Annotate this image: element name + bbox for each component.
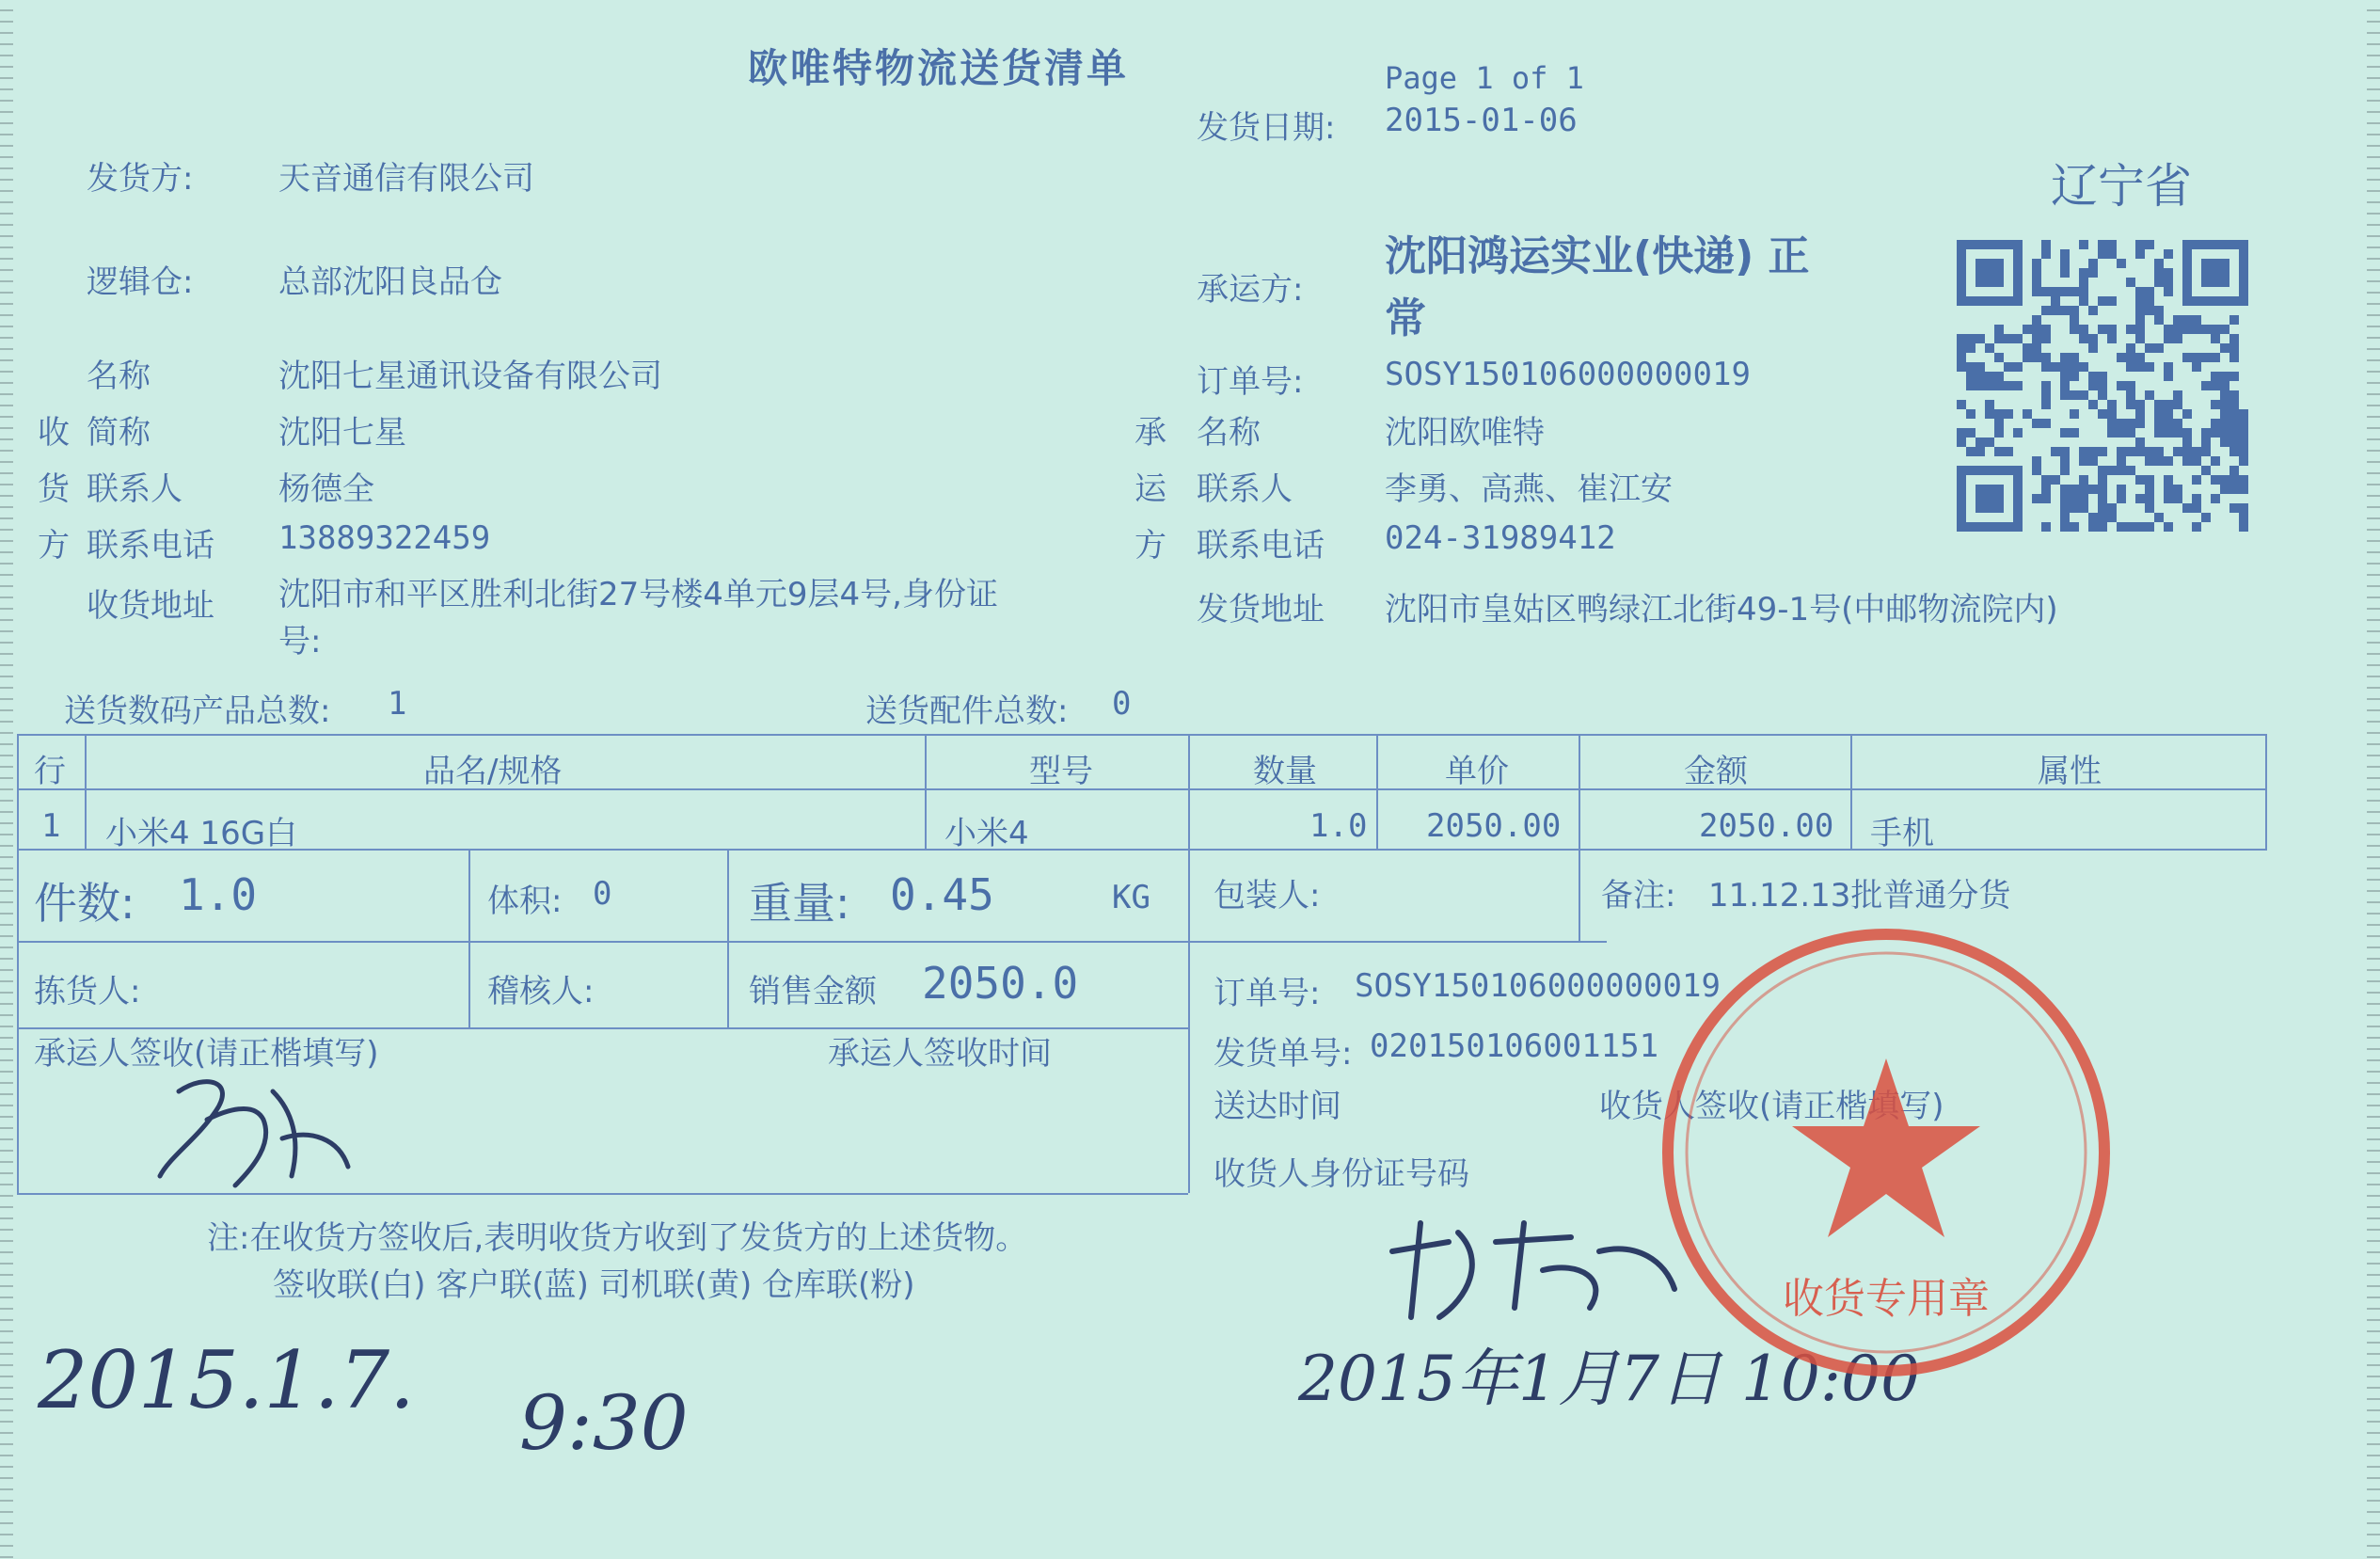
carrier-name-label: 名称: [1197, 414, 1261, 452]
weight-label: 重量:: [749, 878, 850, 929]
col-header-amount: 金额: [1684, 753, 1748, 790]
perforation-left: [0, 0, 13, 1559]
handwritten-time-left: 9:30: [519, 1379, 689, 1467]
row-cell-amount: 2050.00: [1699, 807, 1834, 845]
summary-col-a: [468, 849, 470, 1027]
carrier-contact-label: 联系人: [1197, 470, 1293, 508]
warehouse-label: 逻辑仓:: [87, 263, 194, 301]
qr-code-icon: [1957, 240, 2248, 532]
parts-total-label: 送货配件总数:: [865, 692, 1069, 730]
row-cell-attribute: 手机: [1870, 815, 1934, 852]
carrier-address: 沈阳市皇姑区鸭绿江北街49-1号(中邮物流院内): [1385, 591, 2058, 628]
ship-number: 020150106001151: [1370, 1027, 1659, 1065]
carrier-address-label: 发货地址: [1197, 591, 1325, 628]
receiver-short-label: 简称: [87, 414, 151, 452]
receiver-contact-label: 联系人: [87, 470, 182, 508]
table-col-3: [1188, 734, 1190, 1193]
col-header-row: 行: [34, 753, 66, 790]
note-line-2: 签收联(白) 客户联(蓝) 司机联(黄) 仓库联(粉): [273, 1266, 915, 1304]
receiver-name-label: 名称: [87, 358, 151, 395]
col-header-attribute: 属性: [2038, 753, 2102, 790]
weight-unit: KG: [1112, 879, 1150, 916]
col-header-name: 品名/规格: [423, 753, 563, 790]
col-header-qty: 数量: [1253, 753, 1317, 790]
receiver-phone-label: 联系电话: [87, 527, 214, 565]
carrier-sign-label: 承运人签收(请正楷填写): [34, 1035, 379, 1073]
volume-label: 体积:: [487, 883, 563, 920]
document-title: 欧唯特物流送货清单: [748, 45, 1130, 91]
table-rule-right: [2265, 734, 2267, 849]
warehouse-value: 总部沈阳良品仓: [278, 263, 502, 301]
note-line-1: 注:在收货方签收后,表明收货方收到了发货方的上述货物。: [207, 1219, 1028, 1257]
carrier-label: 承运方:: [1197, 271, 1304, 309]
table-col-1: [85, 734, 87, 849]
page-indicator: Page 1 of 1: [1385, 60, 1584, 96]
receipt-seal-stamp: [1651, 917, 2121, 1388]
order-number-label: 订单号:: [1197, 363, 1304, 401]
picker-label: 拣货人:: [34, 973, 141, 1010]
pieces-value: 1.0: [179, 869, 258, 920]
carrier-value-line2: 常: [1385, 294, 1426, 342]
ship-number-label: 发货单号:: [1214, 1035, 1353, 1073]
carrier-phone: 024-31989412: [1385, 519, 1616, 557]
receiver-signature: [1383, 1214, 1684, 1327]
weight-value: 0.45: [890, 869, 994, 920]
province-label: 辽宁省: [2051, 159, 2192, 214]
col-header-model: 型号: [1029, 753, 1093, 790]
order-number-label-lower: 订单号:: [1214, 975, 1321, 1012]
carrier-name: 沈阳欧唯特: [1385, 414, 1545, 452]
order-number: SOSY150106000000019: [1385, 356, 1751, 393]
receiver-address-line1: 沈阳市和平区胜利北街27号楼4单元9层4号,身份证: [278, 576, 998, 613]
receiver-side-char-2: 货: [38, 470, 70, 508]
row-cell-qty: 1.0: [1309, 807, 1368, 845]
receiver-side-char-1: 收: [38, 414, 70, 452]
receiver-name: 沈阳七星通讯设备有限公司: [278, 358, 662, 395]
table-rule-header: [17, 788, 2267, 790]
col-header-price: 单价: [1445, 753, 1509, 790]
ship-date: 2015-01-06: [1385, 102, 1578, 139]
pieces-label: 件数:: [34, 878, 135, 929]
handwritten-date-left: 2015.1.7.: [38, 1334, 415, 1426]
parts-total: 0: [1112, 685, 1132, 723]
order-number-lower: SOSY150106000000019: [1355, 967, 1721, 1005]
receiver-side-char-3: 方: [38, 527, 70, 565]
receiver-address-line2: 号:: [278, 623, 322, 660]
summary-rule-1: [17, 941, 1607, 943]
receiver-address-label: 收货地址: [87, 587, 214, 625]
shipper-value: 天音通信有限公司: [278, 160, 534, 198]
table-col-6: [1850, 734, 1852, 849]
carrier-side-char-3: 方: [1134, 527, 1166, 565]
carrier-phone-label: 联系电话: [1197, 527, 1325, 565]
remark-label: 备注:: [1601, 877, 1676, 915]
table-rule-left: [17, 734, 19, 1193]
table-rule-top: [17, 734, 2267, 736]
carrier-contact: 李勇、高燕、崔江安: [1385, 470, 1673, 508]
carrier-value-line1: 沈阳鸿运实业(快递) 正: [1385, 232, 1810, 280]
delivery-time-label: 送达时间: [1214, 1088, 1341, 1125]
receiver-phone: 13889322459: [278, 519, 491, 557]
remark-value: 11.12.13批普通分货: [1708, 877, 2011, 915]
table-col-4: [1376, 734, 1378, 849]
receiver-short: 沈阳七星: [278, 414, 406, 452]
perforation-right: [2367, 0, 2380, 1559]
table-col-5: [1579, 734, 1580, 941]
sales-amount-label: 销售金额: [749, 973, 877, 1010]
packer-label: 包装人:: [1214, 877, 1321, 915]
row-cell-model: 小米4: [944, 815, 1029, 852]
shipper-label: 发货方:: [87, 160, 194, 198]
summary-col-b: [727, 849, 729, 1027]
carrier-side-char-2: 运: [1134, 470, 1166, 508]
sales-amount: 2050.0: [922, 958, 1079, 1009]
receiver-id-label: 收货人身份证号码: [1214, 1155, 1469, 1193]
receiver-contact: 杨德全: [278, 470, 374, 508]
volume-value: 0: [593, 875, 612, 913]
carrier-sign-time-label: 承运人签收时间: [828, 1035, 1052, 1073]
digital-total-label: 送货数码产品总数:: [64, 692, 331, 730]
ship-date-label: 发货日期:: [1197, 109, 1336, 147]
carrier-signature: [151, 1054, 357, 1195]
row-cell-name: 小米4 16G白: [105, 815, 298, 852]
handwritten-date-right: 2015年1月7日 10:00: [1298, 1343, 1921, 1415]
carrier-side-char-1: 承: [1134, 414, 1166, 452]
table-col-2: [925, 734, 927, 849]
row-cell-line: 1: [41, 807, 61, 845]
digital-total: 1: [388, 685, 407, 723]
receiver-sign-label: 收货人签收(请正楷填写): [1599, 1088, 1944, 1125]
stamp-center-text: 收货专用章: [1783, 1275, 1990, 1323]
checker-label: 稽核人:: [487, 973, 595, 1010]
row-cell-price: 2050.00: [1426, 807, 1562, 845]
